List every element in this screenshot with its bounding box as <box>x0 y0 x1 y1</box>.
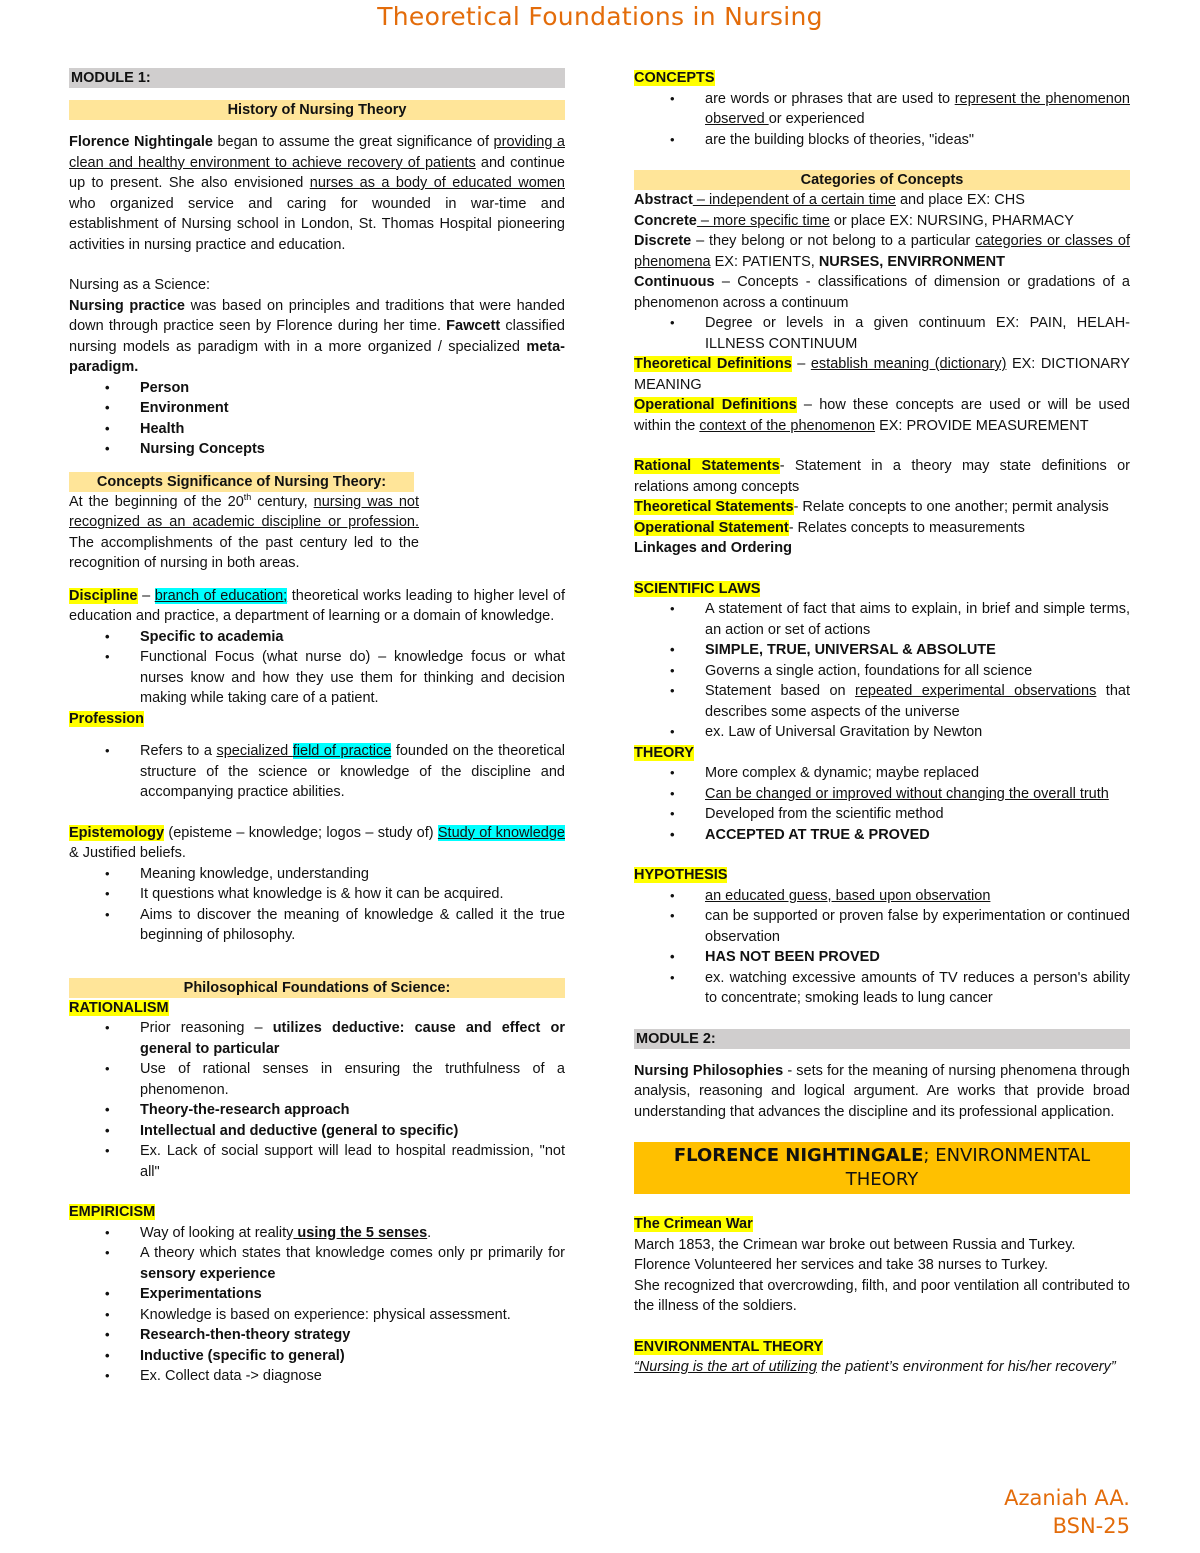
list-item: • A theory which states that knowledge comes only pr primarily for sensory experience <box>69 1243 565 1284</box>
list-item: • ex. Law of Universal Gravitation by Newton <box>634 722 1130 743</box>
list-item: • SIMPLE, TRUE, UNIVERSAL & ABSOLUTE <box>634 640 1130 661</box>
abstract-line: Abstract – independent of a certain time and place EX: CHS <box>634 192 1025 208</box>
profession-label: Profession <box>69 710 144 727</box>
continuous-line: Continuous – Concepts - classifications of dimension or gradations of a phenomenon across a continuum <box>634 274 1130 311</box>
author-signature <box>1004 1484 1130 1540</box>
epistemology-paragraph: Epistemology (episteme – knowledge; logos – study of) Study of knowledge & Justified beliefs. <box>69 824 565 861</box>
list-item: • It questions what knowledge is & how it can be acquired. <box>69 884 565 905</box>
concepts-significance-heading: Concepts Significance of Nursing Theory: <box>69 472 414 492</box>
list-item: • Intellectual and deductive (general to specific) <box>69 1121 565 1142</box>
list-item: • Environment <box>69 398 565 419</box>
list-item: • Prior reasoning – utilizes deductive: cause and effect or general to particular <box>69 1018 565 1059</box>
environmental-theory-label: ENVIRONMENTAL THEORY <box>634 1338 824 1355</box>
history-heading: History of Nursing Theory <box>69 100 565 120</box>
meta-paradigm-list <box>69 378 565 460</box>
crimean-line: She recognized that overcrowding, filth, and poor ventilation all contributed to the illness of the soldiers. <box>634 1277 1130 1314</box>
rational-statements: Rational Statements- Statement in a theory may state definitions or relations among concepts <box>634 458 1130 495</box>
list-item: • Nursing Concepts <box>69 439 565 460</box>
theory-label: THEORY <box>634 744 694 761</box>
nursing-philosophies-paragraph: Nursing Philosophies - sets for the meaning of nursing phenomena through analysis, reasoning and logical argument. Are works that provide broad understanding that advances the discipline and its professional application. <box>634 1062 1130 1120</box>
epistemology-list <box>69 864 565 946</box>
concepts-label: CONCEPTS <box>634 70 715 86</box>
theoretical-definitions: Theoretical Definitions – establish meaning (dictionary) EX: DICTIONARY MEANING <box>634 356 1130 393</box>
discrete-line: Discrete – they belong or not belong to a particular categories or classes of phenomena EX: PATIENTS, NURSES, ENVIRRONMENT <box>634 233 1131 270</box>
list-item: • Meaning knowledge, understanding <box>69 864 565 885</box>
theoretical-statements: Theoretical Statements- Relate concepts to one another; permit analysis <box>634 499 1109 515</box>
list-item: • ex. watching excessive amounts of TV reduces a person's ability to concentrate; smoking leads to lung cancer <box>634 968 1130 1009</box>
list-item: • Knowledge is based on experience: physical assessment. <box>69 1305 565 1326</box>
philosophical-heading: Philosophical Foundations of Science: <box>69 978 565 998</box>
nightingale-banner: FLORENCE NIGHTINGALE; ENVIRONMENTAL THEORY <box>634 1142 1130 1194</box>
list-item: • Statement based on repeated experimental observations that describes some aspects of the universe <box>634 681 1130 722</box>
theory-list <box>634 763 1130 845</box>
crimean-label: The Crimean War <box>634 1216 753 1232</box>
scientific-laws-label: SCIENTIFIC LAWS <box>634 580 761 597</box>
list-item: • ACCEPTED AT TRUE & PROVED <box>634 825 1130 846</box>
operational-definitions: Operational Definitions – how these concepts are used or will be used within the context of the phenomenon EX: PROVIDE MEASUREMENT <box>634 397 1130 434</box>
list-item: • Degree or levels in a given continuum EX: PAIN, HELAH-ILLNESS CONTINUUM <box>634 313 1130 354</box>
document-title: Theoretical Foundations in Nursing <box>377 2 823 31</box>
empiricism-list <box>69 1223 565 1387</box>
list-item: • Theory-the-research approach <box>69 1100 565 1121</box>
categories-heading: Categories of Concepts <box>634 170 1130 190</box>
crimean-line: March 1853, the Crimean war broke out between Russia and Turkey. <box>634 1236 1076 1253</box>
scientific-laws-list <box>634 599 1130 743</box>
list-item: • Ex. Collect data -> diagnose <box>69 1366 565 1387</box>
list-item: • Use of rational senses in ensuring the truthfulness of a phenomenon. <box>69 1059 565 1100</box>
list-item: • Governs a single action, foundations for all science <box>634 661 1130 682</box>
list-item: • A statement of fact that aims to explain, in brief and simple terms, an action or set of actions <box>634 599 1130 640</box>
left-column <box>69 68 565 1387</box>
author-section: BSN-25 <box>1052 1514 1130 1538</box>
concepts-significance-paragraph: At the beginning of the 20th century, nursing was not recognized as an academic discipline or profession. The accomplishments of the past century led to the recognition of nursing in both areas. <box>69 491 419 571</box>
florence-paragraph: Florence Nightingale began to assume the great significance of providing a clean and healthy environment to achieve recovery of patients and continue up to present. She also envisioned nurses as a body of educated women who organized service and caring for wounded in war-time and establishment of Nursing school in London, St. Thomas Hospital pioneering activities in nursing practice and education. <box>69 134 565 253</box>
environmental-theory-quote: “Nursing is the art of utilizing the patient’s environment for his/her recovery” <box>634 1359 1116 1375</box>
list-item: • Can be changed or improved without changing the overall truth <box>634 784 1130 805</box>
list-item: • can be supported or proven false by experimentation or continued observation <box>634 906 1130 947</box>
list-item: • Ex. Lack of social support will lead to hospital readmission, "not all" <box>69 1141 565 1182</box>
discipline-paragraph: Discipline – branch of education; theoretical works leading to higher level of education and practice, a department of learning or a domain of knowledge. <box>69 587 565 624</box>
module2-heading: MODULE 2: <box>634 1029 1130 1049</box>
science-label: Nursing as a Science: <box>69 277 211 293</box>
list-item: • Developed from the scientific method <box>634 804 1130 825</box>
list-item: • Functional Focus (what nurse do) – knowledge focus or what nurses know and how they use them for thinking and decision making while taking care of a patient. <box>69 647 565 709</box>
linkages-label: Linkages and Ordering <box>634 540 792 556</box>
concrete-line: Concrete – more specific time or place EX: NURSING, PHARMACY <box>634 212 1074 229</box>
list-item: • Way of looking at reality using the 5 senses. <box>69 1223 565 1244</box>
list-item: • Research-then-theory strategy <box>69 1325 565 1346</box>
list-item: • Inductive (specific to general) <box>69 1346 565 1367</box>
profession-list <box>69 741 565 803</box>
list-item: • Person <box>69 378 565 399</box>
nursing-practice-paragraph: Nursing practice was based on principles and traditions that were handed down through practice seen by Florence during her time. Fawcett classified nursing models as paradigm with in a more organized / specialized meta-paradigm. <box>69 297 565 375</box>
empiricism-label: EMPIRICISM <box>69 1204 156 1220</box>
author-name: Azaniah AA. <box>1004 1486 1130 1510</box>
list-item: • HAS NOT BEEN PROVED <box>634 947 1130 968</box>
list-item: • Refers to a specialized field of practice founded on the theoretical structure of the science or knowledge of the discipline and accompanying practice abilities. <box>69 741 565 803</box>
continuous-list <box>634 313 1130 354</box>
concepts-list <box>634 89 1130 151</box>
rationalism-list <box>69 1018 565 1182</box>
list-item: • More complex & dynamic; maybe replaced <box>634 763 1130 784</box>
discipline-list <box>69 627 565 709</box>
crimean-line: Florence Volunteered her services and take 38 nurses to Turkey. <box>634 1257 1049 1273</box>
operational-statement: Operational Statement- Relates concepts to measurements <box>634 519 1025 536</box>
list-item: • are the building blocks of theories, "ideas" <box>634 130 1130 151</box>
list-item: • an educated guess, based upon observation <box>634 886 1130 907</box>
hypothesis-label: HYPOTHESIS <box>634 867 728 883</box>
module1-heading: MODULE 1: <box>69 68 565 88</box>
list-item: • Health <box>69 419 565 440</box>
hypothesis-list <box>634 886 1130 1009</box>
list-item: • Specific to academia <box>69 627 565 648</box>
list-item: • Experimentations <box>69 1284 565 1305</box>
list-item: • are words or phrases that are used to represent the phenomenon observed or experienced <box>634 89 1130 130</box>
right-column <box>634 68 1130 1378</box>
rationalism-label: RATIONALISM <box>69 999 169 1016</box>
list-item: • Aims to discover the meaning of knowledge & called it the true beginning of philosophy. <box>69 905 565 946</box>
